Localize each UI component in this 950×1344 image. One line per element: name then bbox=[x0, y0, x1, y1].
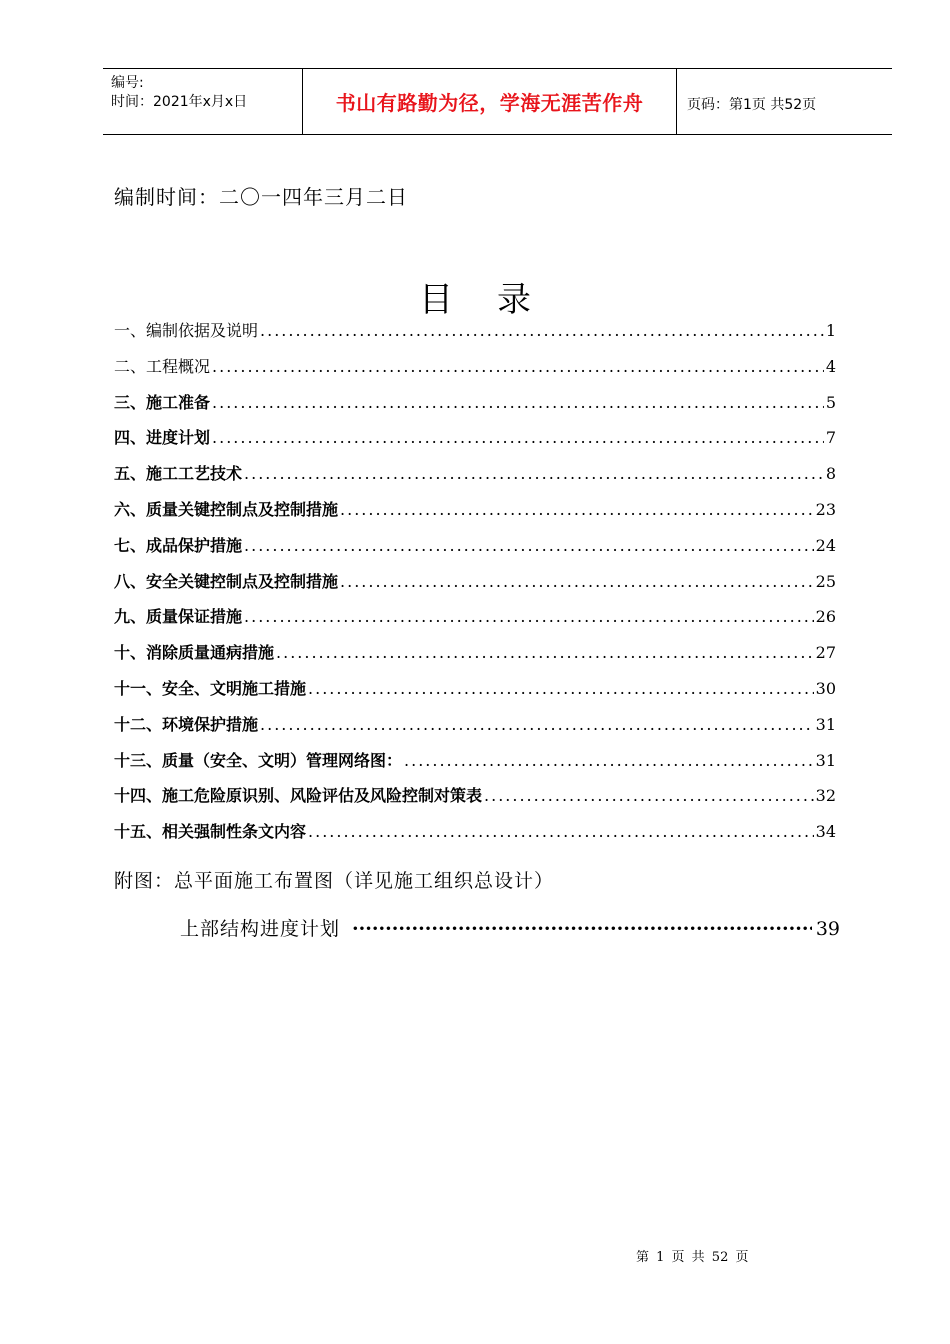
toc-entry[interactable] bbox=[114, 569, 836, 605]
toc-entry-label: 八、安全关键控制点及控制措施 bbox=[114, 571, 339, 591]
toc-entry[interactable] bbox=[114, 783, 836, 819]
toc-entry[interactable] bbox=[114, 390, 836, 426]
toc-entry-label: 十、消除质量通病措施 bbox=[114, 643, 275, 663]
header-number-label: 编号: bbox=[111, 75, 144, 91]
dot-leader bbox=[244, 607, 814, 626]
toc-entry-page-number: 24 bbox=[815, 535, 836, 555]
toc-entry-page-number: 5 bbox=[825, 392, 836, 412]
toc-entry-page-number: 31 bbox=[815, 750, 836, 770]
dot-leader bbox=[260, 715, 814, 734]
toc-entry-label: 三、施工准备 bbox=[114, 392, 211, 412]
table-of-contents bbox=[114, 318, 836, 855]
toc-entry-label: 十五、相关强制性条文内容 bbox=[114, 822, 307, 842]
dot-leader bbox=[352, 918, 812, 940]
toc-entry[interactable] bbox=[114, 461, 836, 497]
toc-entry-page-number: 34 bbox=[815, 822, 836, 842]
toc-entry[interactable] bbox=[114, 676, 836, 712]
schedule-label: 上部结构进度计划 bbox=[180, 918, 341, 940]
toc-entry-label: 七、成品保护措施 bbox=[114, 535, 243, 555]
toc-entry-page-number: 8 bbox=[825, 464, 836, 484]
toc-entry-page-number: 32 bbox=[815, 786, 836, 806]
toc-entry-page-number: 25 bbox=[815, 571, 836, 591]
toc-entry[interactable] bbox=[114, 712, 836, 748]
toc-entry-label: 十三、质量（安全、文明）管理网络图： bbox=[114, 750, 403, 770]
toc-entry-page-number: 7 bbox=[825, 428, 836, 448]
toc-entry-page-number: 23 bbox=[815, 499, 836, 519]
toc-entry[interactable] bbox=[114, 425, 836, 461]
page-footer: 第 1 页 共 52 页 bbox=[636, 1250, 749, 1265]
dot-leader bbox=[308, 822, 814, 841]
toc-entry-label: 六、质量关键控制点及控制措施 bbox=[114, 499, 339, 519]
toc-entry[interactable] bbox=[114, 604, 836, 640]
dot-leader bbox=[244, 536, 814, 555]
dot-leader bbox=[404, 751, 814, 770]
schedule-entry[interactable] bbox=[180, 914, 840, 941]
dot-leader bbox=[244, 464, 824, 483]
toc-entry-label: 十二、环境保护措施 bbox=[114, 714, 259, 734]
compile-time: 编制时间：二〇一四年三月二日 bbox=[114, 185, 408, 209]
toc-entry-label: 四、进度计划 bbox=[114, 428, 211, 448]
header-info-cell bbox=[103, 69, 303, 134]
toc-entry-page-number: 31 bbox=[815, 714, 836, 734]
schedule-page-number: 39 bbox=[815, 918, 840, 940]
dot-leader bbox=[308, 679, 814, 698]
toc-entry[interactable] bbox=[114, 318, 836, 354]
dot-leader bbox=[484, 786, 814, 805]
toc-entry-label: 二、工程概况 bbox=[114, 356, 211, 376]
toc-entry-label: 十四、施工危险原识别、风险评估及风险控制对策表 bbox=[114, 786, 483, 806]
toc-entry[interactable] bbox=[114, 819, 836, 855]
dot-leader bbox=[276, 643, 814, 662]
dot-leader bbox=[260, 321, 824, 340]
header-time-label: 时间：2021年x月x日 bbox=[111, 94, 248, 110]
appendix-line: 附图：总平面施工布置图（详见施工组织总设计） bbox=[114, 870, 555, 892]
toc-entry-page-number: 30 bbox=[815, 678, 836, 698]
toc-entry[interactable] bbox=[114, 640, 836, 676]
dot-leader bbox=[340, 500, 814, 519]
toc-entry-page-number: 26 bbox=[815, 607, 836, 627]
dot-leader bbox=[340, 572, 814, 591]
header-page-label: 页码：第1页 共52页 bbox=[687, 97, 817, 113]
toc-entry[interactable] bbox=[114, 354, 836, 390]
toc-entry[interactable] bbox=[114, 497, 836, 533]
dot-leader bbox=[212, 357, 824, 376]
toc-entry-label: 五、施工工艺技术 bbox=[114, 464, 243, 484]
page-header bbox=[103, 68, 892, 135]
toc-entry-page-number: 1 bbox=[825, 321, 836, 340]
toc-entry[interactable] bbox=[114, 748, 836, 784]
toc-title: 目录 bbox=[419, 280, 575, 320]
toc-entry-label: 九、质量保证措施 bbox=[114, 607, 243, 627]
dot-leader bbox=[212, 393, 824, 412]
toc-entry-label: 一、编制依据及说明 bbox=[114, 321, 259, 340]
toc-entry-page-number: 4 bbox=[825, 356, 836, 376]
dot-leader bbox=[212, 428, 824, 447]
toc-entry-page-number: 27 bbox=[815, 643, 836, 663]
toc-entry[interactable] bbox=[114, 533, 836, 569]
header-motto: 书山有路勤为径，学海无涯苦作舟 bbox=[303, 69, 677, 134]
toc-entry-label: 十一、安全、文明施工措施 bbox=[114, 678, 307, 698]
